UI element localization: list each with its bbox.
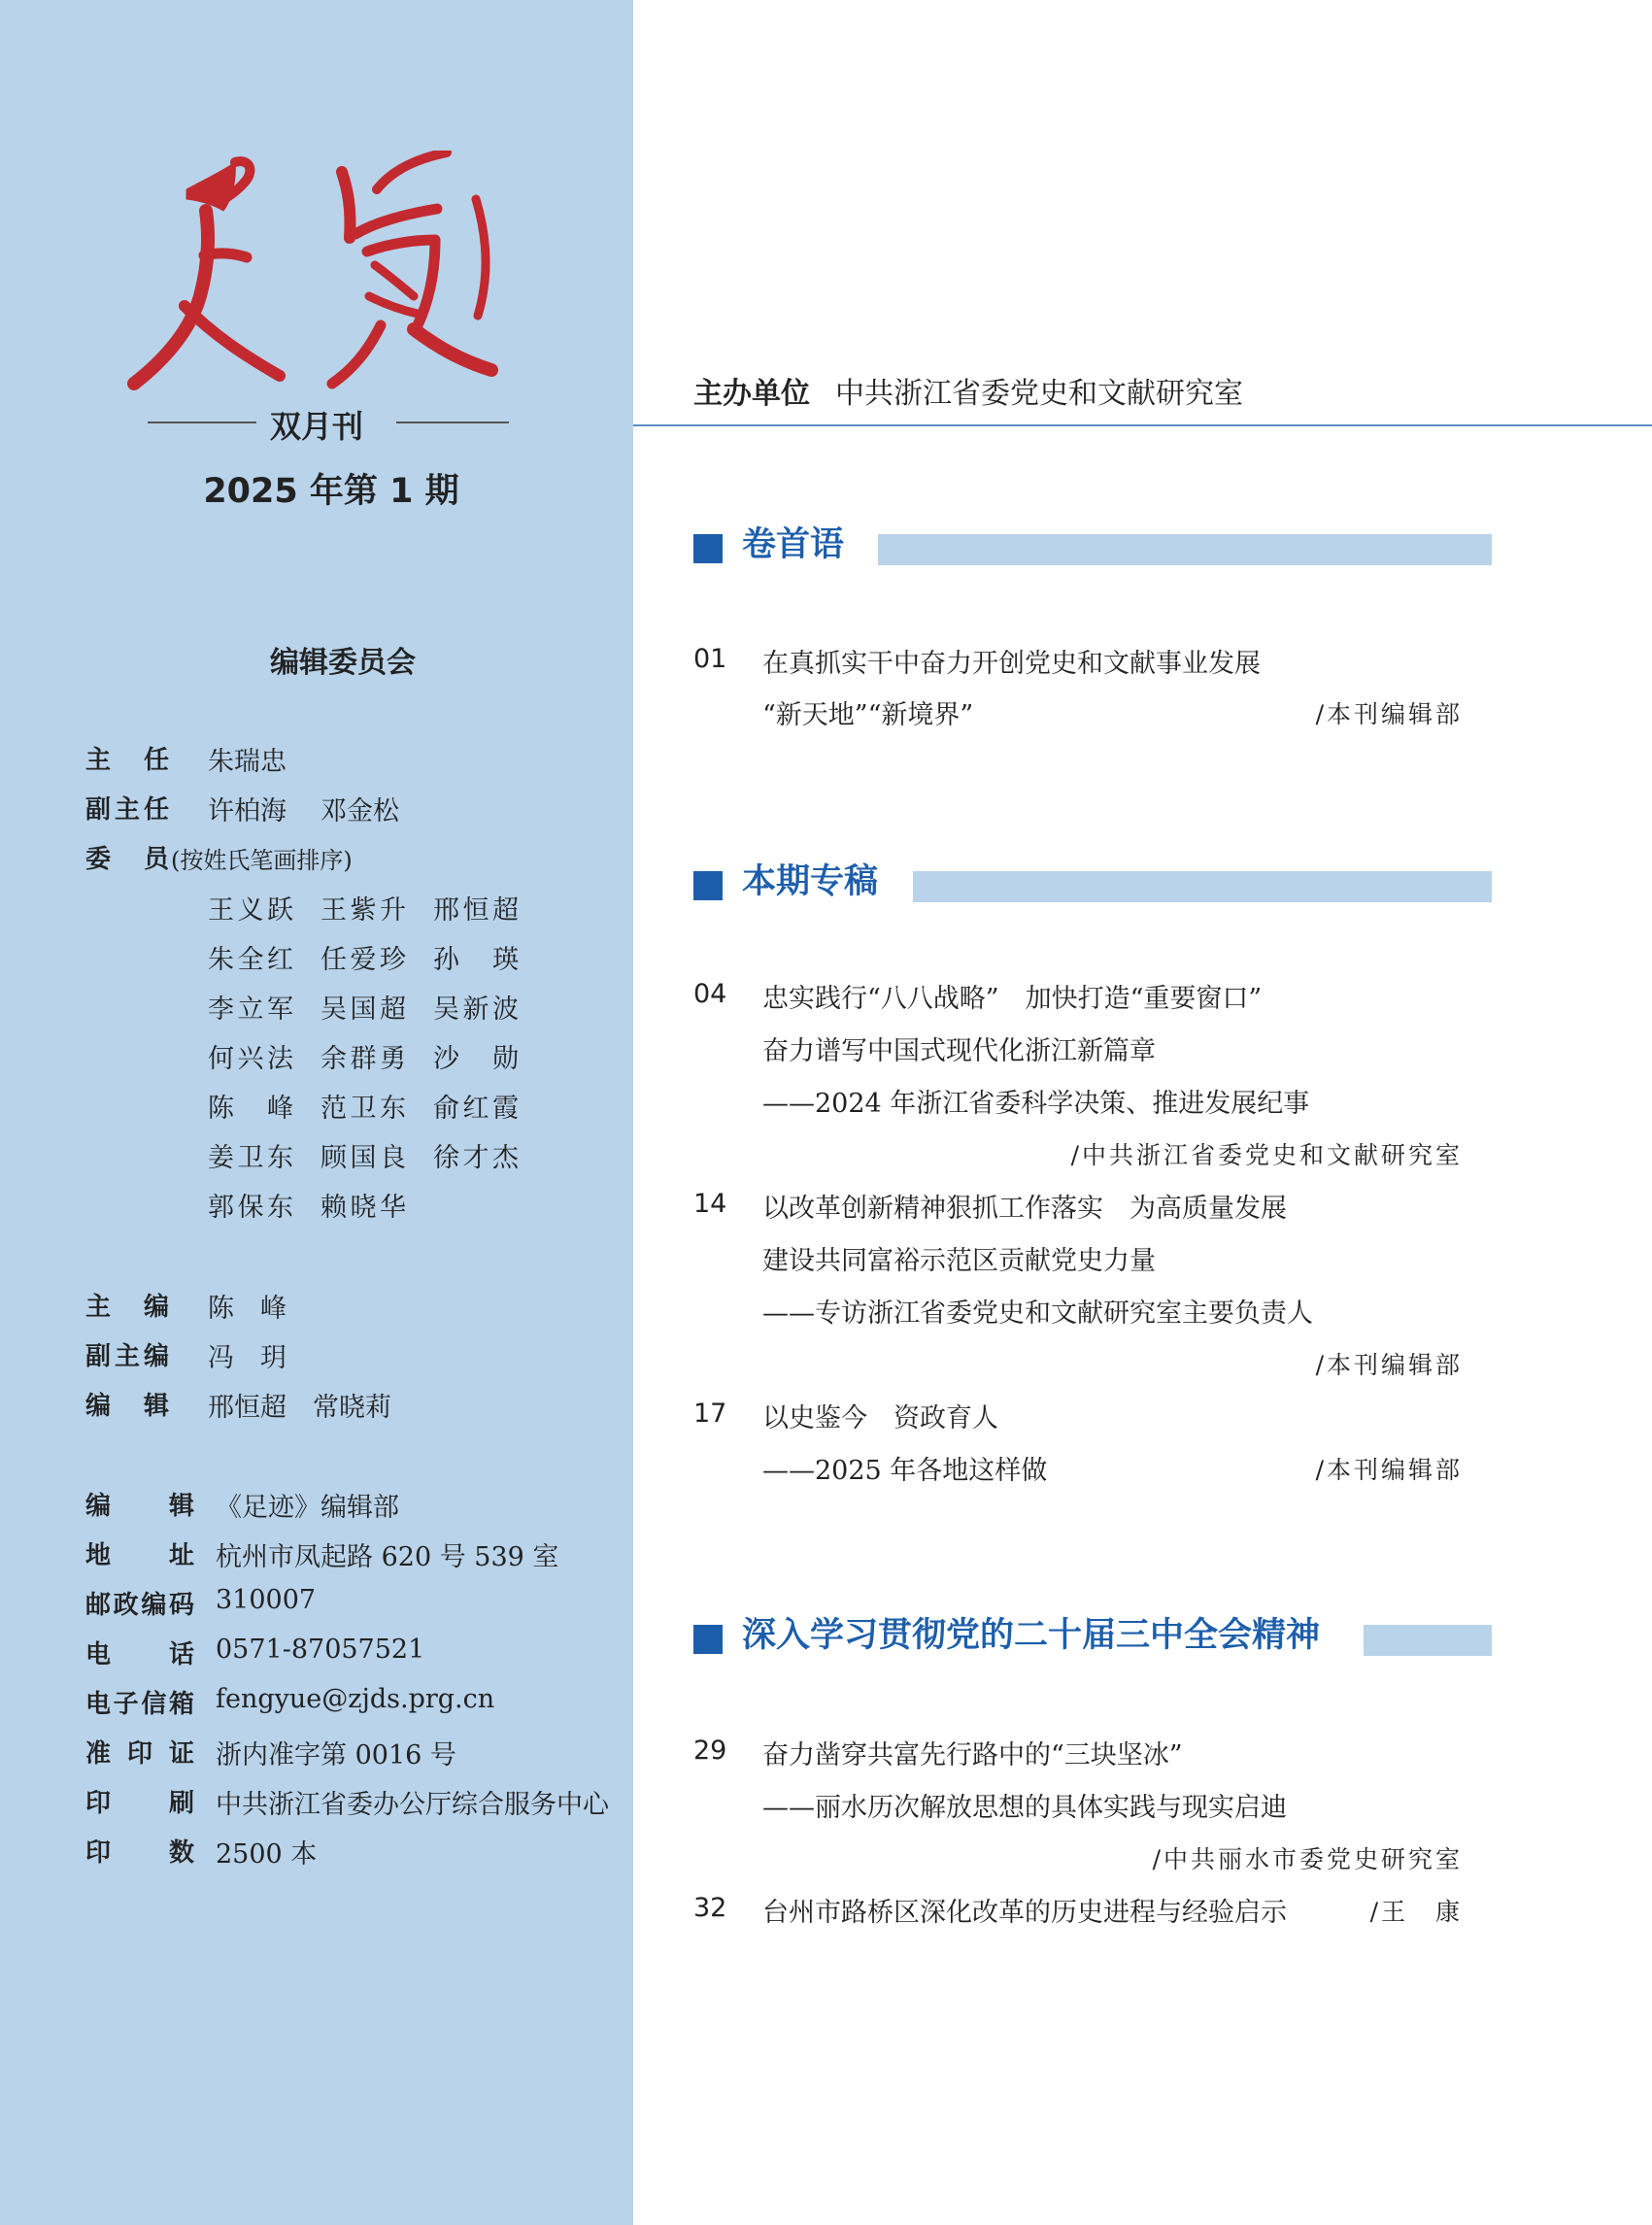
member-name: 赖晓华 [320,1193,406,1223]
member-name: 孙瑛 [433,945,519,975]
director-name: 朱瑞忠 [208,747,287,777]
committee-title: 编辑委员会 [270,646,416,680]
section-bar [1364,1625,1492,1656]
chief-editor-name: 陈 峰 [208,1294,287,1324]
toc-author: /本刊编辑部 [1315,700,1463,728]
toc-author: /本刊编辑部 [1315,1351,1463,1379]
toc-page-number: 04 [693,979,727,1009]
deputy-name: 邓金松 [320,796,399,826]
info-value: 310007 [216,1585,317,1615]
member-name: 何兴法 [208,1044,293,1074]
section-header [693,1613,1492,1658]
member-name: 吴国超 [320,995,406,1025]
toc-title-line: ——2025 年各地这样做 [762,1456,1048,1486]
member-name: 王紫升 [320,895,406,926]
info-value: 浙内准字第 0016 号 [216,1740,456,1770]
info-value: 中共浙江省委办公厅综合服务中心 [216,1790,609,1820]
member-name: 陈峰 [208,1094,293,1124]
sponsor-rule [633,424,1652,426]
toc-author: /本刊编辑部 [1315,1456,1463,1484]
info-label: 电子信箱 [85,1690,194,1719]
toc-author: /中共浙江省委党史和文献研究室 [1070,1141,1463,1169]
toc-title-line: 忠实践行“八八战略” 加快打造“重要窗口” [762,984,1263,1014]
sponsor-line [693,369,1243,412]
section-bar [913,871,1492,902]
info-value: 2500 本 [216,1839,318,1870]
toc-title-line: 以史鉴今 资政育人 [762,1403,998,1433]
sponsor-value: 中共浙江省委党史和文献研究室 [835,377,1243,411]
member-name: 俞红霞 [433,1094,519,1124]
info-value: fengyue@zjds.prg.cn [216,1684,495,1714]
toc-page-number: 32 [693,1893,727,1923]
info-label: 印数 [85,1838,194,1868]
member-name: 郭保东 [208,1193,293,1223]
member-name: 徐才杰 [433,1143,519,1173]
section-square-icon [693,534,723,563]
members-label: 委 员 [85,845,169,874]
member-name: 余群勇 [320,1044,406,1074]
member-name: 沙勋 [433,1044,519,1074]
chief-editor-label: 主 编 [85,1293,169,1322]
toc-title-line: “新天地”“新境界” [762,700,974,730]
info-label: 准印证 [85,1739,194,1769]
issue-number: 2025 年第 1 期 [203,472,459,511]
section-title: 卷首语 [742,525,845,564]
toc-title-line: ——专访浙江省委党史和文献研究室主要负责人 [762,1298,1313,1329]
section-bar [878,534,1492,565]
editor-label: 编 辑 [85,1392,169,1421]
section-header [693,860,1492,904]
toc-title-line: ——2024 年浙江省委科学决策、推进发展纪事 [762,1089,1310,1119]
member-name: 姜卫东 [208,1143,293,1173]
info-label: 邮政编码 [85,1591,194,1620]
toc-title-line: 在真抓实干中奋力开创党史和文献事业发展 [762,649,1261,679]
toc-title-line: 建设共同富裕示范区贡献党史力量 [762,1246,1156,1276]
deputy-editor-name: 冯 玥 [208,1343,287,1373]
toc-title-line: 以改革创新精神狠抓工作落实 为高质量发展 [762,1194,1287,1224]
info-value: 杭州市凤起路 620 号 539 室 [216,1542,559,1572]
members-note: (按姓氏笔画排序) [171,847,353,874]
deputy-label: 副主任 [85,795,169,825]
toc-title-line: 奋力谱写中国式现代化浙江新篇章 [762,1036,1156,1066]
member-name: 顾国良 [320,1143,406,1173]
member-name: 任爱珍 [320,945,406,975]
section-square-icon [693,1625,723,1654]
toc-title-line: ——丽水历次解放思想的具体实践与现实启迪 [762,1793,1287,1823]
info-label: 编辑 [85,1492,194,1521]
section-header [693,523,1492,567]
toc-title-line: 台州市路桥区深化改革的历史进程与经验启示 [762,1898,1287,1928]
info-value: 0571-87057521 [216,1635,425,1665]
member-name: 范卫东 [320,1094,406,1124]
toc-page-number: 14 [693,1189,727,1219]
toc-author: /中共丽水市委党史研究室 [1152,1845,1463,1873]
member-name: 邢恒超 [433,895,519,926]
info-value: 《足迹》编辑部 [216,1493,399,1523]
toc-author: /王 康 [1369,1898,1463,1926]
deputy-editor-label: 副主编 [85,1342,169,1371]
zuji-calligraphy-logo [126,151,515,398]
info-label: 电话 [85,1640,194,1669]
info-label: 地址 [85,1541,194,1570]
publication-frequency: 双月刊 [0,402,633,447]
deputy-name: 许柏海 [208,796,287,826]
member-name: 朱全红 [208,945,293,975]
member-name: 李立军 [208,995,293,1025]
director-label: 主 任 [85,746,169,775]
toc-page-number: 17 [693,1399,727,1429]
member-name: 吴新波 [433,995,519,1025]
toc-title-line: 奋力凿穿共富先行路中的“三块坚冰” [762,1740,1183,1770]
member-name: 王义跃 [208,895,293,926]
section-square-icon [693,871,723,900]
toc-page-number: 01 [693,644,727,674]
editor-names: 邢恒超 常晓莉 [208,1393,391,1423]
info-label: 印刷 [85,1789,194,1818]
sponsor-label: 主办单位 [693,377,810,411]
section-title: 深入学习贯彻党的二十届三中全会精神 [742,1616,1321,1655]
section-title: 本期专稿 [742,862,879,901]
toc-page-number: 29 [693,1736,727,1766]
